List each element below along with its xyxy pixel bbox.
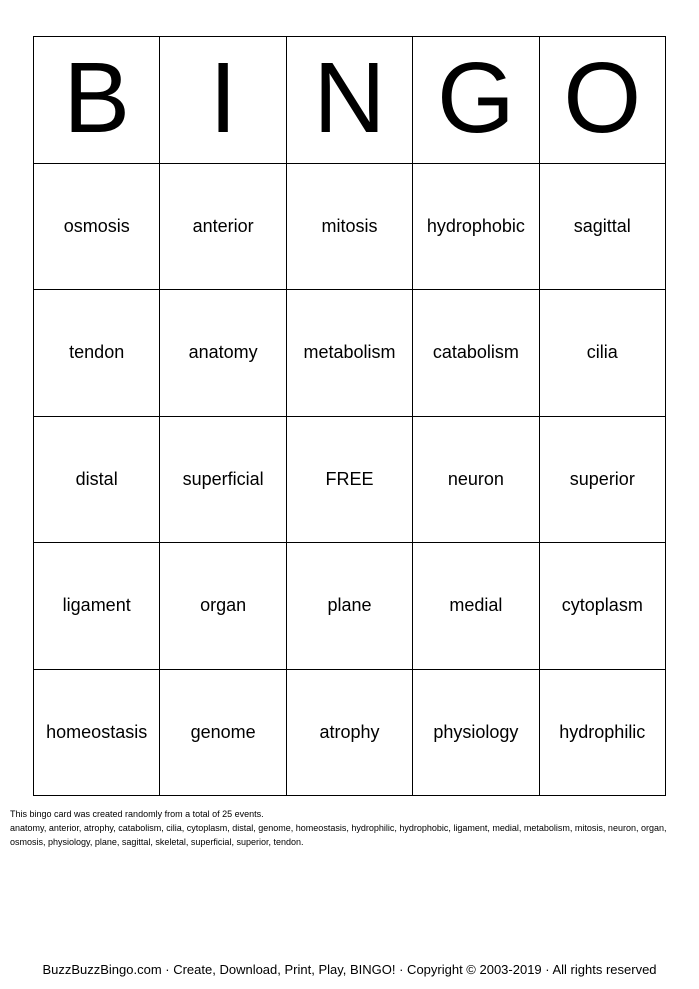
bingo-cell: cytoplasm: [540, 543, 666, 670]
bingo-cell: hydrophobic: [413, 164, 539, 291]
bingo-cell: genome: [160, 670, 286, 797]
bingo-cell: osmosis: [34, 164, 160, 291]
header-letter-b: B: [34, 37, 160, 164]
bingo-cell: metabolism: [287, 290, 413, 417]
header-letter-n: N: [287, 37, 413, 164]
bingo-cell: homeostasis: [34, 670, 160, 797]
bingo-cell: physiology: [413, 670, 539, 797]
bingo-cell: superficial: [160, 417, 286, 544]
footnote-summary: This bingo card was created randomly from a total of 25 events.: [10, 809, 264, 819]
bingo-cell: plane: [287, 543, 413, 670]
bingo-cell: hydrophilic: [540, 670, 666, 797]
footnote-word-list: anatomy, anterior, atrophy, catabolism, cilia, cytoplasm, distal, genome, homeostasis, hydrophilic, hydrophobic, ligament, medial, metabolism, mitosis, neuron, organ, osmosis, physiology, plane, sagittal, skeletal, superficial, superior, tendon.: [10, 823, 667, 847]
bingo-cell: atrophy: [287, 670, 413, 797]
header-letter-o: O: [540, 37, 666, 164]
bingo-cell: anatomy: [160, 290, 286, 417]
bingo-cell: sagittal: [540, 164, 666, 291]
bingo-cell: mitosis: [287, 164, 413, 291]
header-letter-g: G: [413, 37, 539, 164]
free-cell: FREE: [287, 417, 413, 544]
bingo-cell: distal: [34, 417, 160, 544]
page-footer: BuzzBuzzBingo.com · Create, Download, Print, Play, BINGO! · Copyright © 2003-2019 · All rights reserved: [42, 962, 657, 977]
bingo-cell: superior: [540, 417, 666, 544]
bingo-cell: medial: [413, 543, 539, 670]
bingo-cell: organ: [160, 543, 286, 670]
bingo-cell: neuron: [413, 417, 539, 544]
bingo-card: [33, 36, 666, 796]
bingo-cell: cilia: [540, 290, 666, 417]
bingo-cell: anterior: [160, 164, 286, 291]
header-letter-i: I: [160, 37, 286, 164]
card-footnote: [10, 807, 690, 849]
bingo-cell: ligament: [34, 543, 160, 670]
bingo-cell: catabolism: [413, 290, 539, 417]
bingo-cell: tendon: [34, 290, 160, 417]
